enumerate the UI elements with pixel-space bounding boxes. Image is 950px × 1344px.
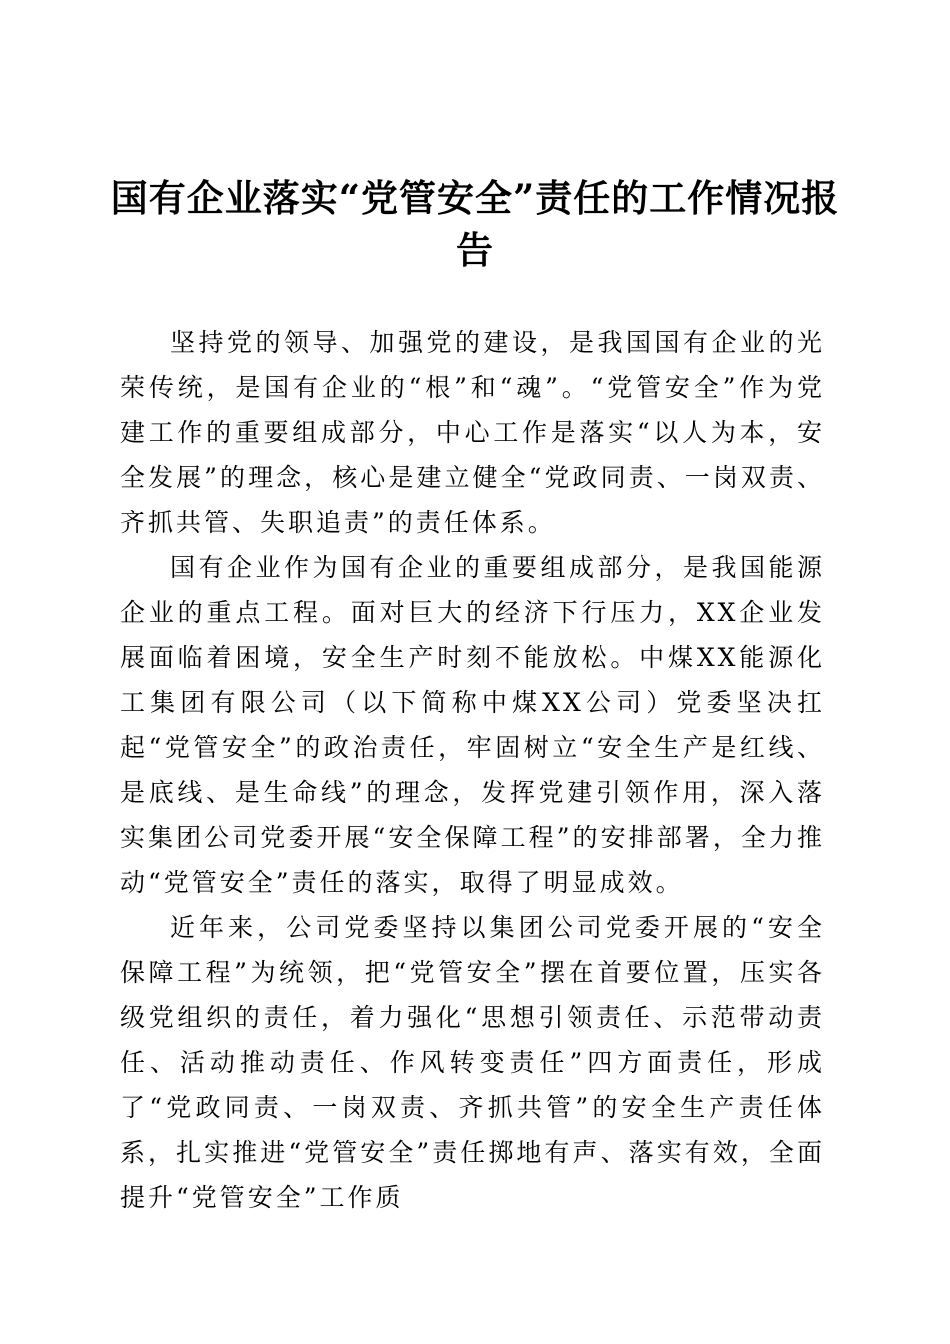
paragraph-3: 近年来，公司党委坚持以集团公司党委开展的“安全保障工程”为统领，把“党管安全”摆在首要位置，压实各级党组织的责任，着力强化“思想引领责任、示范带动责任、活动推动责任、作风转变责任”四方面责任，形成了“党政同责、一岗双责、齐抓共管”的安全生产责任体系，扎实推进“党管安全”责任掷地有声、落实有效，全面提升“党管安全”工作质 <box>120 913 825 1212</box>
document-title: 国有企业落实“党管安全”责任的工作情况报告 <box>110 176 840 272</box>
document-body <box>120 320 825 1220</box>
paragraph-1: 坚持党的领导、加强党的建设，是我国国有企业的光荣传统，是国有企业的“根”和“魂”。“党管安全”作为党建工作的重要组成部分，中心工作是落实“以人为本，安全发展”的理念，核心是建立健全“党政同责、一岗双责、齐抓共管、失职追责”的责任体系。 <box>120 328 825 537</box>
paragraph-2: 国有企业作为国有企业的重要组成部分，是我国能源企业的重点工程。面对巨大的经济下行压力，XX企业发展面临着困境，安全生产时刻不能放松。中煤XX能源化工集团有限公司（以下简称中煤XX公司）党委坚决扛起“党管安全”的政治责任，牢固树立“安全生产是红线、是底线、是生命线”的理念，发挥党建引领作用，深入落实集团公司党委开展“安全保障工程”的安排部署，全力推动“党管安全”责任的落实，取得了明显成效。 <box>120 553 825 897</box>
